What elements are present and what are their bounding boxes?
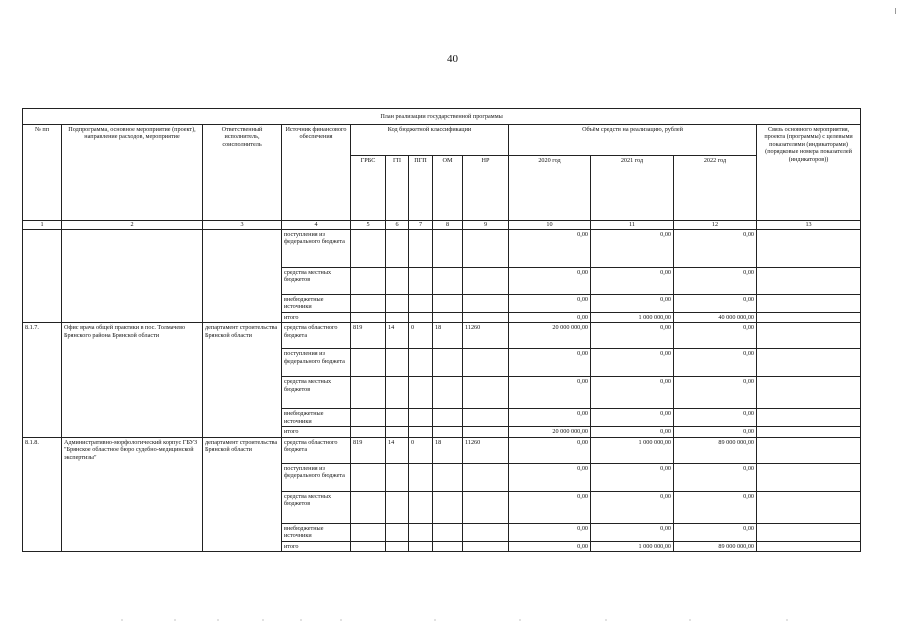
source-cell: итого: [282, 541, 351, 551]
om-cell: [433, 541, 463, 551]
om-cell: [433, 491, 463, 523]
bk-code-cell: [463, 312, 509, 322]
row-name-empty: [62, 230, 203, 323]
pgp-cell: [409, 409, 433, 427]
amount-2021: 0,00: [591, 377, 674, 409]
link-cell: [757, 523, 861, 541]
grbs-cell: 819: [351, 437, 386, 463]
source-cell: внебюджетные источники: [282, 409, 351, 427]
np-cell: [463, 463, 509, 491]
amount-2021: 0,00: [591, 409, 674, 427]
gp-cell: 14: [386, 323, 409, 349]
np-cell: [463, 491, 509, 523]
om-cell: [433, 349, 463, 377]
om-cell: [433, 523, 463, 541]
bk-code-cell: [409, 268, 433, 295]
amount-2020: 0,00: [509, 268, 591, 295]
column-number: 6: [386, 221, 409, 230]
amount-2021: 1 000 000,00: [591, 437, 674, 463]
source-cell: средства местных бюджетов: [282, 268, 351, 295]
link-cell: [757, 230, 861, 268]
column-number: 8: [433, 221, 463, 230]
bk-code-cell: [463, 295, 509, 313]
bk-code-cell: [463, 268, 509, 295]
amount-2021: 0,00: [591, 295, 674, 313]
link-cell: [757, 541, 861, 551]
bk-code-cell: [351, 295, 386, 313]
grbs-cell: 819: [351, 323, 386, 349]
amount-2020: 0,00: [509, 377, 591, 409]
source-cell: средства областного бюджета: [282, 437, 351, 463]
item-name: Офис врача общей практики в пос. Толмачево Брянского района Брянской области: [62, 323, 203, 437]
amount-2020: 20 000 000,00: [509, 427, 591, 437]
bk-code-cell: [386, 268, 409, 295]
amount-2022: 0,00: [674, 230, 757, 268]
amount-2022: 0,00: [674, 409, 757, 427]
amount-2021: 0,00: [591, 523, 674, 541]
grbs-cell: [351, 377, 386, 409]
header-num: № пп: [23, 125, 62, 221]
om-cell: 18: [433, 437, 463, 463]
amount-2022: 89 000 000,00: [674, 437, 757, 463]
source-cell: внебюджетные источники: [282, 295, 351, 313]
column-number: 3: [203, 221, 282, 230]
bk-code-cell: [351, 230, 386, 268]
row-executor-empty: [203, 230, 282, 323]
gp-cell: [386, 523, 409, 541]
amount-2020: 0,00: [509, 349, 591, 377]
np-cell: [463, 409, 509, 427]
pgp-cell: 0: [409, 323, 433, 349]
column-number: 10: [509, 221, 591, 230]
amount-2022: 0,00: [674, 523, 757, 541]
gp-cell: [386, 409, 409, 427]
source-cell: внебюджетные источники: [282, 523, 351, 541]
gp-cell: [386, 541, 409, 551]
item-executor: департамент строительства Брянской области: [203, 437, 282, 551]
gp-cell: [386, 349, 409, 377]
table-row: [23, 230, 861, 268]
link-cell: [757, 312, 861, 322]
link-cell: [757, 377, 861, 409]
column-number-row: [23, 221, 861, 230]
amount-2022: 89 000 000,00: [674, 541, 757, 551]
table-title: План реализации государственной программы: [23, 109, 861, 125]
link-cell: [757, 427, 861, 437]
header-volume: Объём средств на реализацию, рублей: [509, 125, 757, 156]
header-link: Связь основного мероприятия, проекта (программы) с целевыми показателями (индикаторами) (порядковые номера показателей (индикаторов)): [757, 125, 861, 221]
amount-2022: 0,00: [674, 463, 757, 491]
np-cell: 11260: [463, 437, 509, 463]
item-number: 8.1.8.: [23, 437, 62, 551]
amount-2020: 0,00: [509, 541, 591, 551]
pgp-cell: [409, 463, 433, 491]
table-row: [23, 323, 861, 349]
amount-2020: 0,00: [509, 409, 591, 427]
bk-code-cell: [386, 295, 409, 313]
item-name: Административно-морфологический корпус ГБУЗ "Брянское областное бюро судебно-медицинской экспертизы": [62, 437, 203, 551]
pgp-cell: 0: [409, 437, 433, 463]
header-source: Источник финансового обеспечения: [282, 125, 351, 221]
subheader-2020: 2020 год: [509, 156, 591, 221]
column-number: 9: [463, 221, 509, 230]
column-number: 5: [351, 221, 386, 230]
amount-2021: 0,00: [591, 463, 674, 491]
link-cell: [757, 349, 861, 377]
link-cell: [757, 409, 861, 427]
amount-2020: 0,00: [509, 463, 591, 491]
amount-2021: 1 000 000,00: [591, 541, 674, 551]
np-cell: [463, 377, 509, 409]
bk-code-cell: [351, 268, 386, 295]
amount-2022: 0,00: [674, 377, 757, 409]
subheader-pgp: ПГП: [409, 156, 433, 221]
amount-2020: 20 000 000,00: [509, 323, 591, 349]
item-number: 8.1.7.: [23, 323, 62, 437]
amount-2020: 0,00: [509, 312, 591, 322]
np-cell: [463, 523, 509, 541]
grbs-cell: [351, 541, 386, 551]
bk-code-cell: [386, 312, 409, 322]
pgp-cell: [409, 523, 433, 541]
column-number: 12: [674, 221, 757, 230]
subheader-np: НР: [463, 156, 509, 221]
om-cell: [433, 427, 463, 437]
pgp-cell: [409, 541, 433, 551]
column-number: 11: [591, 221, 674, 230]
np-cell: [463, 349, 509, 377]
link-cell: [757, 491, 861, 523]
amount-2022: 0,00: [674, 427, 757, 437]
header-executor: Ответственный исполнитель, соисполнитель: [203, 125, 282, 221]
bk-code-cell: [409, 295, 433, 313]
gp-cell: [386, 427, 409, 437]
column-number: 7: [409, 221, 433, 230]
source-cell: поступления из федерального бюджета: [282, 349, 351, 377]
pgp-cell: [409, 427, 433, 437]
om-cell: [433, 463, 463, 491]
amount-2021: 0,00: [591, 427, 674, 437]
source-cell: средства местных бюджетов: [282, 491, 351, 523]
subheader-om: ОМ: [433, 156, 463, 221]
amount-2022: 0,00: [674, 295, 757, 313]
program-plan-table: [22, 108, 861, 552]
header-bk-code: Код бюджетной классификации: [351, 125, 509, 156]
amount-2020: 0,00: [509, 230, 591, 268]
bk-code-cell: [463, 230, 509, 268]
column-number: 13: [757, 221, 861, 230]
om-cell: 18: [433, 323, 463, 349]
gp-cell: [386, 377, 409, 409]
header-program: Подпрограмма, основное мероприятие (проект), направление расходов, мероприятие: [62, 125, 203, 221]
source-cell: итого: [282, 312, 351, 322]
bk-code-cell: [351, 312, 386, 322]
source-cell: поступления из федерального бюджета: [282, 230, 351, 268]
subheader-2021: 2021 год: [591, 156, 674, 221]
bk-code-cell: [433, 268, 463, 295]
amount-2021: 0,00: [591, 268, 674, 295]
om-cell: [433, 409, 463, 427]
grbs-cell: [351, 463, 386, 491]
bk-code-cell: [433, 312, 463, 322]
grbs-cell: [351, 491, 386, 523]
np-cell: [463, 541, 509, 551]
link-cell: [757, 437, 861, 463]
grbs-cell: [351, 349, 386, 377]
subheader-gp: ГП: [386, 156, 409, 221]
item-executor: департамент строительства Брянской области: [203, 323, 282, 437]
gp-cell: [386, 491, 409, 523]
amount-2022: 0,00: [674, 491, 757, 523]
source-cell: поступления из федерального бюджета: [282, 463, 351, 491]
gp-cell: 14: [386, 437, 409, 463]
source-cell: средства местных бюджетов: [282, 377, 351, 409]
subheader-2022: 2022 год: [674, 156, 757, 221]
amount-2021: 1 000 000,00: [591, 312, 674, 322]
link-cell: [757, 295, 861, 313]
scan-dots: [0, 618, 905, 622]
bk-code-cell: [386, 230, 409, 268]
table-row: [23, 437, 861, 463]
amount-2021: 0,00: [591, 491, 674, 523]
grbs-cell: [351, 523, 386, 541]
bk-code-cell: [433, 295, 463, 313]
column-number: 1: [23, 221, 62, 230]
link-cell: [757, 268, 861, 295]
bk-code-cell: [409, 312, 433, 322]
amount-2022: 0,00: [674, 349, 757, 377]
amount-2020: 0,00: [509, 437, 591, 463]
gp-cell: [386, 463, 409, 491]
amount-2021: 0,00: [591, 230, 674, 268]
amount-2020: 0,00: [509, 295, 591, 313]
amount-2021: 0,00: [591, 323, 674, 349]
link-cell: [757, 463, 861, 491]
page-number: 40: [447, 53, 458, 65]
np-cell: 11260: [463, 323, 509, 349]
om-cell: [433, 377, 463, 409]
column-number: 2: [62, 221, 203, 230]
row-num-empty: [23, 230, 62, 323]
amount-2022: 0,00: [674, 323, 757, 349]
column-number: 4: [282, 221, 351, 230]
subheader-grbs: ГРБС: [351, 156, 386, 221]
amount-2021: 0,00: [591, 349, 674, 377]
scan-artifact: [895, 8, 896, 14]
bk-code-cell: [409, 230, 433, 268]
grbs-cell: [351, 427, 386, 437]
pgp-cell: [409, 377, 433, 409]
amount-2022: 0,00: [674, 268, 757, 295]
bk-code-cell: [433, 230, 463, 268]
np-cell: [463, 427, 509, 437]
amount-2020: 0,00: [509, 491, 591, 523]
link-cell: [757, 323, 861, 349]
amount-2022: 40 000 000,00: [674, 312, 757, 322]
source-cell: средства областного бюджета: [282, 323, 351, 349]
grbs-cell: [351, 409, 386, 427]
amount-2020: 0,00: [509, 523, 591, 541]
pgp-cell: [409, 491, 433, 523]
pgp-cell: [409, 349, 433, 377]
source-cell: итого: [282, 427, 351, 437]
